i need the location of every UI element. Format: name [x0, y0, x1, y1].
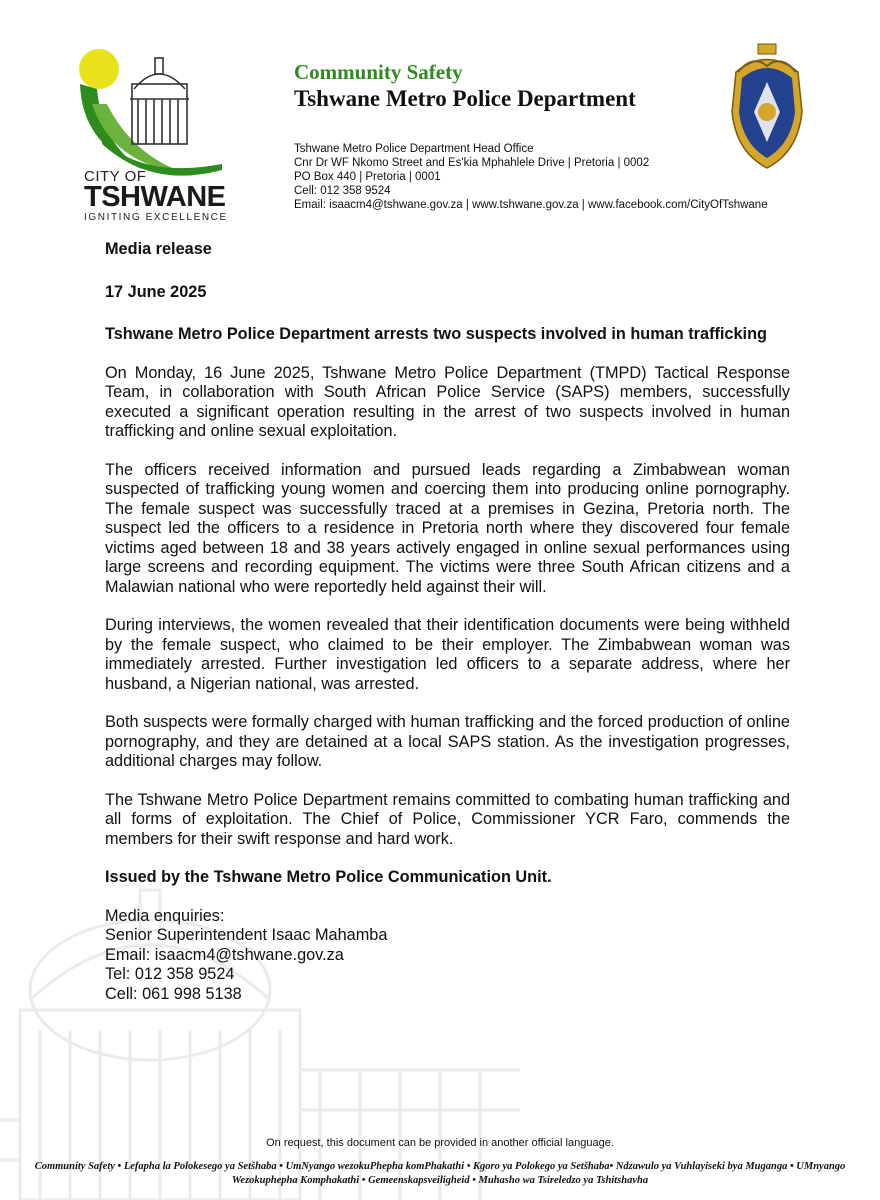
body-paragraph: The officers received information and pursued leads regarding a Zimbabwean woman suspected of trafficking young women and coercing them into producing online pornography. The female suspect was successfully traced at a premises in Gezina, Pretoria north. The suspect led the officers to a residence in Pretoria north where they discovered four female victims aged between 18 and 38 years actively engaged in online sexual performances using large screens and recording equipment. The victims were three South African citizens and a Malawian national who were reportedly held against their will.	[105, 460, 790, 596]
media-enquiries	[105, 907, 790, 1005]
body-paragraph: Both suspects were formally charged with human trafficking and the forced production of online pornography, and they are detained at a local SAPS station. As the investigation progresses, additional charges may follow.	[105, 713, 790, 770]
enquiries-line: Email: isaacm4@tshwane.gov.za	[105, 945, 344, 964]
body-paragraph: During interviews, the women revealed that their identification documents were being withheld by the female suspect, who claimed to be their employer. The Zimbabwean woman was immediately arrested. Further investigation led officers to a separate address, where her husband, a Nigerian national, was arrested.	[105, 616, 790, 693]
contact-line: PO Box 440 | Pretoria | 0001	[294, 171, 441, 183]
enquiries-line: Cell: 061 998 5138	[105, 984, 242, 1003]
logo-tagline: IGNITING EXCELLENCE	[84, 212, 228, 223]
release-type: Media release	[105, 240, 212, 258]
language-request-note: On request, this document can be provided in another official language.	[266, 1137, 614, 1149]
release-headline: Tshwane Metro Police Department arrests two suspects involved in human trafficking	[105, 325, 767, 343]
body-paragraph: The Tshwane Metro Police Department remains committed to combating human trafficking and all forms of exploitation. The Chief of Police, Commissioner YCR Faro, commends the members for their swift response and hard work.	[105, 790, 790, 848]
enquiries-line: Senior Superintendent Isaac Mahamba	[105, 926, 388, 944]
contact-block	[294, 142, 768, 212]
enquiries-line: Tel: 012 358 9524	[105, 965, 235, 983]
media-release-body	[105, 240, 790, 1004]
logo-city-of: CITY OF	[84, 168, 147, 185]
languages-footer	[20, 1160, 860, 1187]
enquiries-line: Media enquiries:	[105, 906, 225, 925]
contact-line: Tshwane Metro Police Department Head Office	[294, 143, 534, 155]
languages-line: Wezokuphepha Komphakathi • Gemeenskapsveiligheid • Muhasho wa Tsireledzo ya Tshitshavha	[231, 1174, 649, 1186]
contact-line: Email: isaacm4@tshwane.gov.za | www.tshwane.gov.za | www.facebook.com/CityOfTshwane	[294, 199, 768, 211]
department-name: Tshwane Metro Police Department	[294, 86, 636, 111]
issued-by: Issued by the Tshwane Metro Police Communication Unit.	[105, 868, 552, 886]
release-date: 17 June 2025	[105, 282, 207, 301]
languages-line: Community Safety • Lefapha la Polokesego ya Setšhaba • UmNyango wezokuPhepha komPhakathi • Kgoro ya Polokego ya Setšhaba• Ndzawulo ya Vuhlayiseki bya Muganga • UMnyango	[34, 1161, 846, 1172]
body-paragraph: On Monday, 16 June 2025, Tshwane Metro Police Department (TMPD) Tactical Response Team, in collaboration with South African Police Service (SAPS) members, successfully executed a significant operation resulting in the arrest of two suspects involved in human trafficking and online sexual exploitation.	[105, 363, 790, 440]
contact-line: Cnr Dr WF Nkomo Street and Es'kia Mphahlele Drive | Pretoria | 0002	[294, 157, 650, 169]
department-label: Community Safety	[294, 60, 463, 84]
contact-line: Cell: 012 358 9524	[294, 185, 391, 197]
tmpd-badge-emblem	[728, 42, 806, 172]
logo-tshwane: TSHWANE	[84, 181, 226, 213]
